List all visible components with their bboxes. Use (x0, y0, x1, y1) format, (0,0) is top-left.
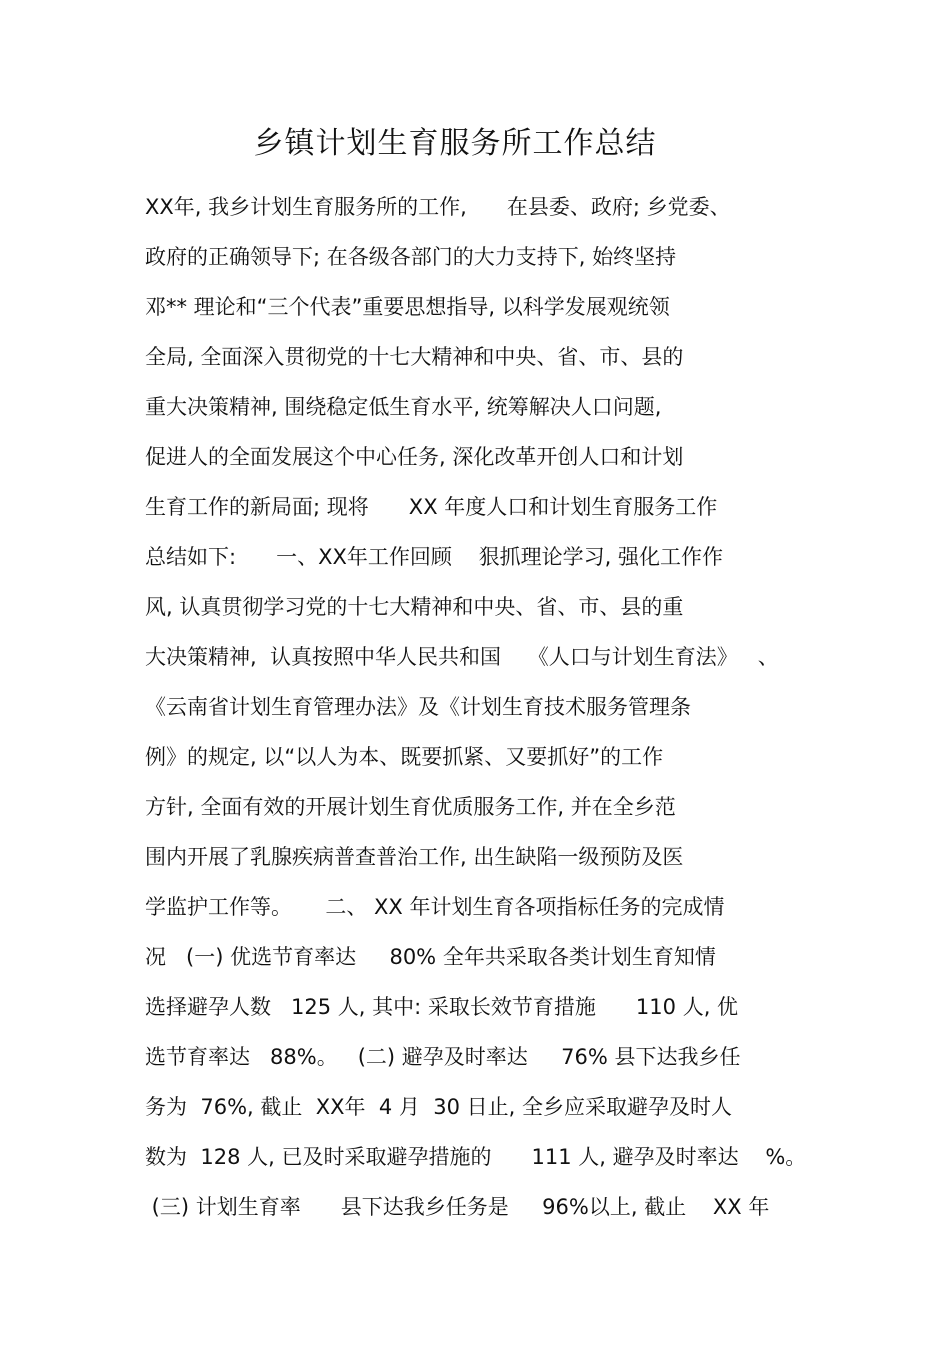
text-line: 围内开展了乳腺疾病普查普治工作, 出生缺陷一级预防及医 (145, 845, 684, 869)
text-line: 政府的正确领导下; 在各级各部门的大力支持下, 始终坚持 (145, 245, 677, 269)
document-body (145, 187, 835, 1237)
text-line: 学监护工作等。 二、 XX 年计划生育各项指标任务的完成情 (145, 895, 725, 919)
document-title: 乡镇计划生育服务所工作总结 (253, 126, 657, 161)
text-line: 全局, 全面深入贯彻党的十七大精神和中央、省、市、县的 (145, 345, 684, 369)
text-line: (三) 计划生育率 县下达我乡任务是 96%以上, 截止 XX 年 (145, 1195, 770, 1219)
text-line: 重大决策精神, 围绕稳定低生育水平, 统筹解决人口问题, (145, 395, 662, 419)
text-line: XX年, 我乡计划生育服务所的工作, 在县委、政府; 乡党委、 (145, 195, 731, 219)
text-line: 例》的规定, 以“以人为本、既要抓紧、又要抓好”的工作 (145, 745, 664, 769)
text-line: 务为 76%, 截止 XX年 4 月 30 日止, 全乡应采取避孕及时人 (145, 1095, 732, 1119)
text-line: 促进人的全面发展这个中心任务, 深化改革开创人口和计划 (145, 445, 684, 469)
text-line: 选择避孕人数 125 人, 其中: 采取长效节育措施 110 人, 优 (145, 995, 739, 1019)
text-line: 方针, 全面有效的开展计划生育优质服务工作, 并在全乡范 (145, 795, 676, 819)
text-line: 大决策精神, 认真按照中华人民共和国 《人口与计划生育法》 、 (145, 645, 779, 669)
text-line: 况 (一) 优选节育率达 80% 全年共采取各类计划生育知情 (145, 945, 716, 969)
text-line: 总结如下: 一、XX年工作回顾 狠抓理论学习, 强化工作作 (145, 545, 723, 569)
text-line: 选节育率达 88%。 (二) 避孕及时率达 76% 县下达我乡任 (145, 1045, 741, 1069)
text-line: 风, 认真贯彻学习党的十七大精神和中央、省、市、县的重 (145, 595, 684, 619)
text-line: 《云南省计划生育管理办法》及《计划生育技术服务管理条 (145, 695, 691, 719)
text-line: 生育工作的新局面; 现将 XX 年度人口和计划生育服务工作 (145, 495, 718, 519)
text-line: 邓** 理论和“三个代表”重要思想指导, 以科学发展观统领 (145, 295, 670, 319)
text-line: 数为 128 人, 已及时采取避孕措施的 111 人, 避孕及时率达 %。 (145, 1145, 807, 1169)
